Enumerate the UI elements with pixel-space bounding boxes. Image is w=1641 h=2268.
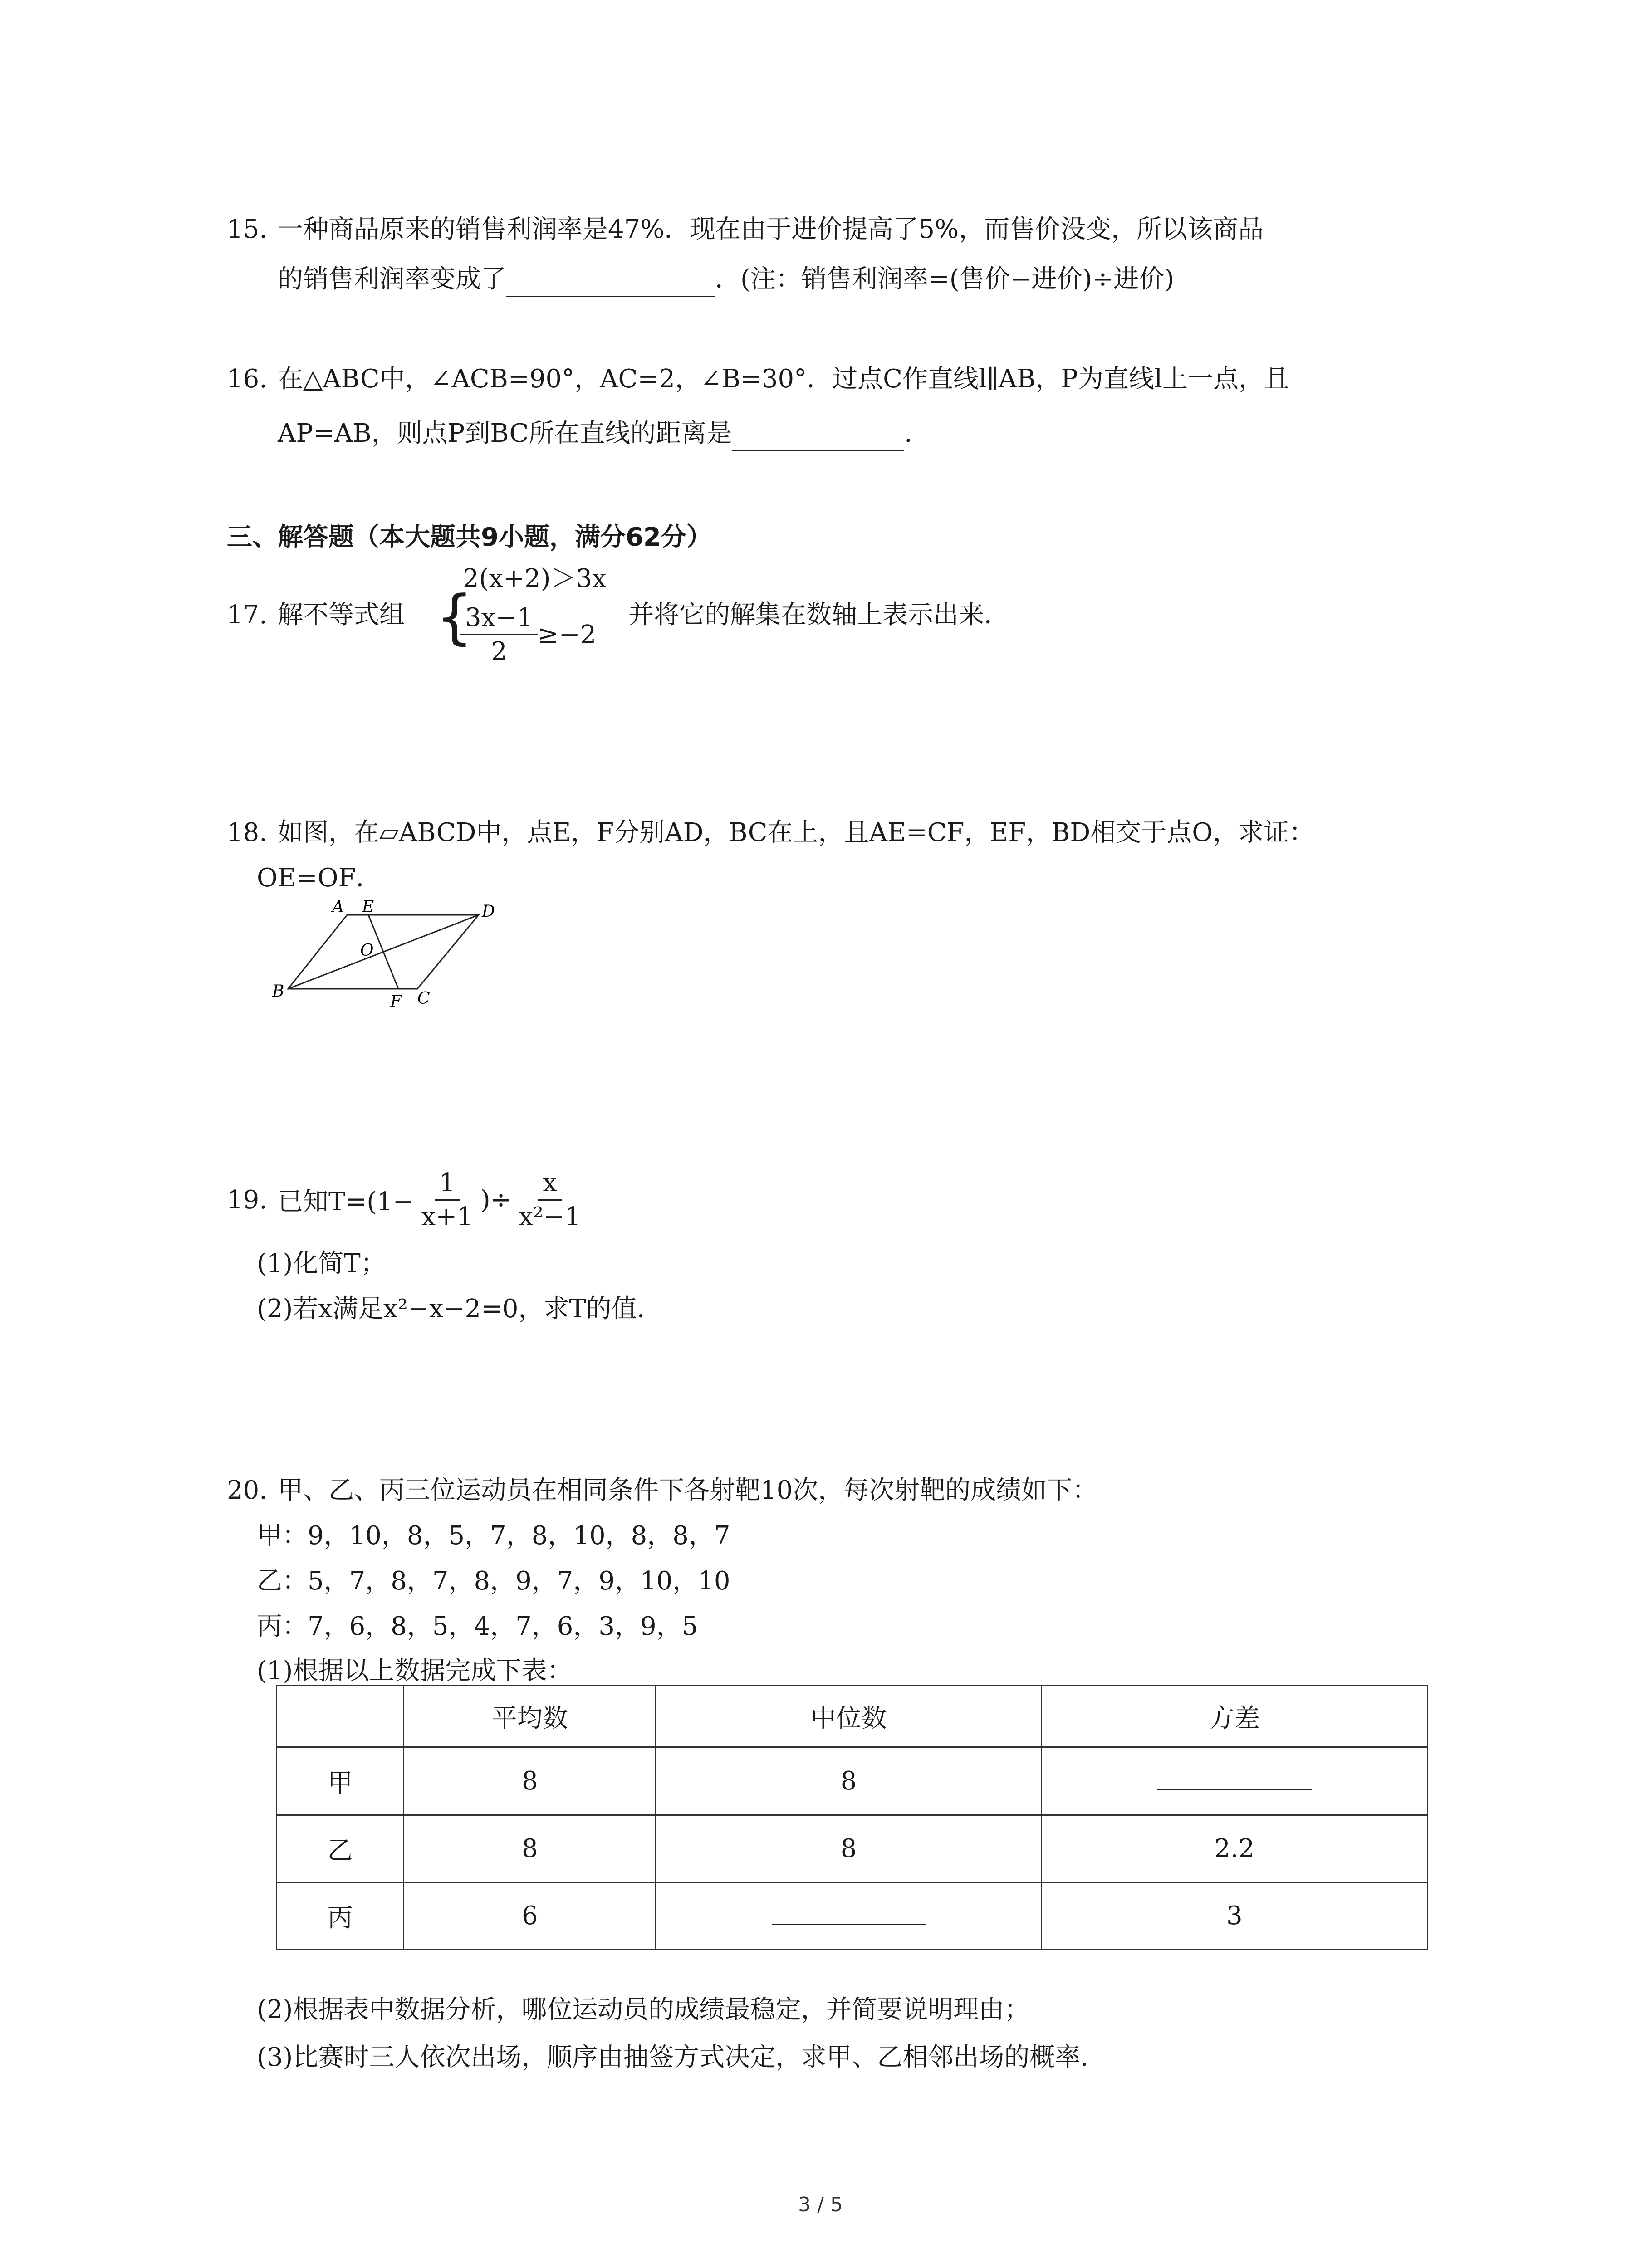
table-cell-variance: 2.2 bbox=[1041, 1815, 1427, 1882]
table-row bbox=[277, 1882, 1428, 1950]
table-cell-name: 丙 bbox=[277, 1882, 404, 1950]
q19-number: 19. bbox=[227, 1185, 268, 1215]
q19-frac1-numerator: 1 bbox=[435, 1168, 460, 1201]
table-header-variance: 方差 bbox=[1041, 1686, 1427, 1747]
q20-scores-bing: 丙：7，6，8，5，4，7，6，3，9，5 bbox=[257, 1612, 698, 1641]
q20-scores-jia: 甲：9，10，8，5，7，8，10，8，8，7 bbox=[257, 1521, 730, 1550]
q15-line2-b: ．(注：销售利润率=(售价−进价)÷进价) bbox=[715, 264, 1175, 294]
page-number: 3 / 5 bbox=[798, 2193, 843, 2216]
q20-line1: 甲、乙、丙三位运动员在相同条件下各射靶10次，每次射靶的成绩如下： bbox=[278, 1476, 1098, 1505]
parallelogram-figure bbox=[263, 896, 517, 1027]
table-row bbox=[277, 1815, 1428, 1882]
label-b: B bbox=[272, 982, 284, 1001]
q19-prefix: 已知T=(1− bbox=[278, 1187, 414, 1217]
q17-suffix: 并将它的解集在数轴上表示出来． bbox=[628, 600, 1009, 630]
table-header-mean: 平均数 bbox=[404, 1686, 656, 1747]
label-c: C bbox=[417, 989, 430, 1008]
table-row bbox=[277, 1747, 1428, 1815]
q18-line2: OE=OF． bbox=[257, 863, 382, 893]
q20-part2: (2)根据表中数据分析，哪位运动员的成绩最稳定，并简要说明理由； bbox=[257, 1995, 1030, 2024]
q17-ineq2-rhs: ≥−2 bbox=[537, 620, 597, 650]
q15-line1: 一种商品原来的销售利润率是47%．现在由于进价提高了5%，而售价没变，所以该商品 bbox=[278, 215, 1264, 244]
q19-frac1-denominator: x+1 bbox=[421, 1202, 473, 1232]
q16-answer-blank[interactable] bbox=[732, 417, 904, 451]
q20-stats-table bbox=[276, 1685, 1428, 1950]
table-cell-median-blank[interactable] bbox=[656, 1882, 1041, 1950]
q19-frac2-numerator: x bbox=[538, 1168, 562, 1201]
q20-part1: (1)根据以上数据完成下表： bbox=[257, 1656, 573, 1686]
q15-number: 15. bbox=[227, 215, 268, 244]
table-cell-variance-blank[interactable] bbox=[1041, 1747, 1427, 1815]
q19-mid: )÷ bbox=[480, 1185, 512, 1215]
q15-answer-blank[interactable] bbox=[506, 263, 715, 297]
q15-line2-a: 的销售利润率变成了 bbox=[278, 264, 506, 294]
q16-line1: 在△ABC中，∠ACB=90°，AC=2，∠B=30°．过点C作直线l∥AB，P为直线l上一点，且 bbox=[278, 364, 1289, 394]
table-cell-mean: 8 bbox=[404, 1747, 656, 1815]
q17-ineq2-numerator: 3x−1 bbox=[460, 603, 538, 635]
q16-line2 bbox=[278, 417, 930, 451]
table-cell-median: 8 bbox=[656, 1815, 1041, 1882]
table-header-row bbox=[277, 1686, 1428, 1747]
q16-line2-a: AP=AB，则点P到BC所在直线的距离是 bbox=[278, 419, 732, 448]
table-header-empty bbox=[277, 1686, 404, 1747]
q16-number: 16. bbox=[227, 364, 268, 394]
q17-ineq2-denominator: 2 bbox=[491, 637, 507, 666]
q19-frac2-denominator: x²−1 bbox=[519, 1202, 581, 1232]
q18-line1: 如图，在▱ABCD中，点E，F分别AD，BC在上，且AE=CF，EF，BD相交于点O，求证： bbox=[278, 818, 1315, 847]
table-cell-mean: 6 bbox=[404, 1882, 656, 1950]
q19-part1: (1)化简T； bbox=[257, 1249, 386, 1278]
q20-number: 20. bbox=[227, 1476, 268, 1505]
q15-line2 bbox=[278, 263, 1174, 297]
q17-ineq1: 2(x+2)＞3x bbox=[463, 564, 607, 593]
table-cell-mean: 8 bbox=[404, 1815, 656, 1882]
q17-number: 17. bbox=[227, 600, 268, 630]
label-e: E bbox=[362, 898, 374, 916]
table-cell-variance: 3 bbox=[1041, 1882, 1427, 1950]
q16-line2-b: ． bbox=[904, 419, 930, 448]
q17-brace: { bbox=[436, 582, 473, 651]
label-o: O bbox=[360, 941, 374, 960]
table-cell-name: 乙 bbox=[277, 1815, 404, 1882]
label-d: D bbox=[482, 902, 495, 921]
q17-ineq2 bbox=[460, 603, 596, 666]
table-header-median: 中位数 bbox=[656, 1686, 1041, 1747]
label-a: A bbox=[332, 898, 344, 916]
q18-number: 18. bbox=[227, 818, 268, 847]
label-f: F bbox=[390, 992, 402, 1011]
table-cell-name: 甲 bbox=[277, 1747, 404, 1815]
q19-expression bbox=[278, 1150, 588, 1250]
table-cell-median: 8 bbox=[656, 1747, 1041, 1815]
q19-part2: (2)若x满足x²−x−2=0，求T的值． bbox=[257, 1294, 662, 1324]
q17-prefix: 解不等式组 bbox=[278, 600, 405, 630]
q20-scores-yi: 乙：5，7，8，7，8，9，7，9，10，10 bbox=[257, 1566, 730, 1596]
section3-title: 三、解答题（本大题共9小题，满分62分） bbox=[227, 523, 712, 552]
q20-part3: (3)比赛时三人依次出场，顺序由抽签方式决定，求甲、乙相邻出场的概率． bbox=[257, 2043, 1106, 2072]
